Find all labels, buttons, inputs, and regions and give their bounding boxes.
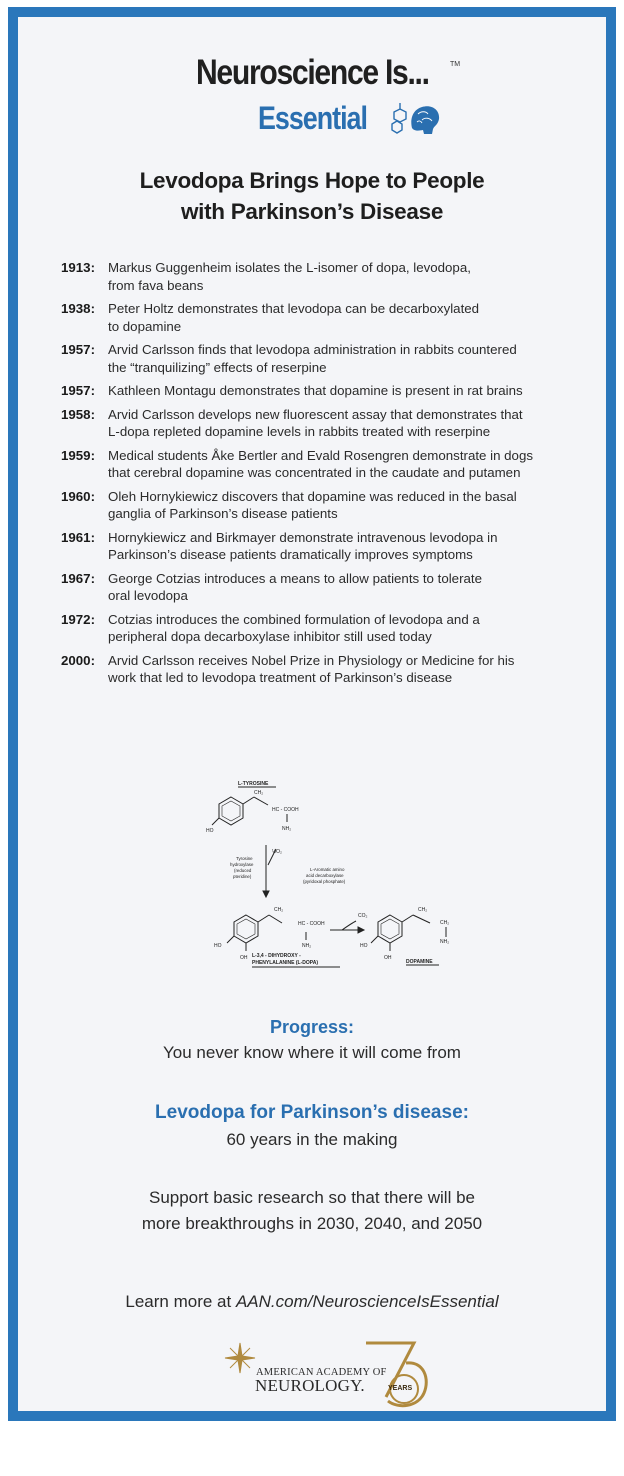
timeline-text: [108, 406, 523, 441]
support-line-1: Support basic research so that there will be: [148, 1188, 475, 1207]
support-message: [18, 1185, 606, 1237]
timeline-year: 1960:: [61, 488, 96, 504]
timeline-text-line: Arvid Carlsson develops new fluorescent assay that demonstrates that: [108, 406, 523, 422]
hydroxylase-label: (reduced: [234, 868, 252, 873]
half-o2-label: ½O₂: [272, 849, 282, 855]
brain-molecule-icon: [386, 98, 446, 138]
timeline-text: [108, 341, 517, 376]
timeline-text: [108, 382, 523, 400]
years-label: YEARS: [388, 1385, 413, 1392]
timeline-text-line: oral levodopa: [108, 588, 188, 603]
timeline-year: 2000:: [61, 652, 96, 668]
nh2-label: NH₂: [282, 826, 292, 832]
timeline-text: [108, 447, 533, 482]
decarboxylase-label: acid decarboxylase: [306, 873, 344, 878]
timeline-text-line: George Cotzias introduces a means to allow patients to tolerate: [108, 570, 482, 586]
timeline-text-line: the “tranquilizing” effects of reserpine: [108, 359, 327, 375]
ldopa-label: L-3,4 - DIHYDROXY -: [252, 953, 301, 959]
timeline-item: [61, 611, 581, 646]
nh2-label: NH₂: [302, 943, 312, 949]
aan-name-line-1: AMERICAN ACADEMY OF: [256, 1367, 387, 1378]
timeline-item: [61, 447, 581, 482]
hydroxylase-label: Tyrosine: [236, 856, 253, 861]
timeline-text-line: Oleh Hornykiewicz discovers that dopamine was reduced in the basal: [108, 488, 517, 504]
timeline-item: [61, 300, 581, 335]
timeline-text-line: that cerebral dopamine was concentrated in the caudate and putamen: [108, 465, 521, 480]
headline-line-1: Levodopa Brings Hope to People: [139, 168, 485, 193]
ho-label: HO: [214, 943, 222, 949]
timeline-item: [61, 570, 581, 605]
hydroxylase-label: pteridine): [233, 874, 252, 879]
hc-cooh-label: HC - COOH: [272, 807, 299, 813]
headline-line-2: with Parkinson’s Disease: [180, 199, 444, 224]
timeline-text-line: Markus Guggenheim isolates the L-isomer of dopa, levodopa,: [108, 260, 471, 275]
co2-label: CO₂: [358, 913, 368, 919]
levodopa-pathway-diagram: [206, 775, 466, 975]
learn-more: [18, 1292, 606, 1312]
aan-name-line-2: NEUROLOGY.: [255, 1376, 365, 1395]
trademark-mark: TM: [450, 61, 461, 68]
timeline-text-line: ganglia of Parkinson’s disease patients: [108, 506, 338, 521]
poster-frame: [8, 7, 616, 1421]
progress-subtitle: You never know where it will come from: [163, 1043, 461, 1062]
timeline-text: [108, 611, 480, 646]
timeline-item: [61, 488, 581, 523]
ho-label: HO: [206, 828, 214, 834]
oh-label: OH: [240, 955, 248, 961]
ch2-label: CH₂: [254, 790, 264, 796]
support-line-2: more breakthroughs in 2030, 2040, and 2050: [141, 1214, 483, 1233]
dopamine-label: DOPAMINE: [406, 959, 433, 965]
timeline-text: [108, 529, 498, 564]
timeline-text-line: L-dopa repleted dopamine levels in rabbits treated with reserpine: [108, 424, 491, 439]
nh2-label: NH₂: [440, 939, 450, 945]
timeline-text-line: work that led to levodopa treatment of Parkinson’s disease: [108, 670, 453, 685]
timeline-item: [61, 341, 581, 376]
timeline-text-line: Parkinson’s disease patients dramatically improves symptoms: [108, 547, 473, 562]
poster-headline: [18, 165, 606, 227]
timeline-text-line: to dopamine: [108, 318, 182, 334]
aan-75-logo: [218, 1339, 438, 1423]
timeline-item: [61, 406, 581, 441]
timeline-year: 1913:: [61, 260, 96, 275]
timeline-item: [61, 259, 581, 294]
timeline-text-line: peripheral dopa decarboxylase inhibitor still used today: [108, 629, 432, 644]
hc-cooh-label: HC - COOH: [298, 921, 325, 927]
timeline-year: 1957:: [61, 383, 96, 398]
ho-label: HO: [360, 943, 368, 949]
hydroxylase-label: hydroxylase: [230, 862, 254, 867]
timeline-year: 1967:: [61, 570, 96, 586]
timeline-text-line: Arvid Carlsson finds that levodopa administration in rabbits countered: [108, 342, 517, 357]
timeline-year: 1959:: [61, 447, 96, 463]
timeline-text: [108, 652, 514, 687]
learn-more-link[interactable]: AAN.com/NeuroscienceIsEssential: [235, 1292, 499, 1311]
timeline-list: [61, 259, 581, 693]
logo-subtitle-row: [258, 100, 388, 137]
oh-label: OH: [384, 955, 392, 961]
timeline-item: [61, 652, 581, 687]
decarboxylase-label: (pyridoxal phosphate): [303, 879, 346, 884]
timeline-text: [108, 300, 479, 335]
timeline-text-line: Peter Holtz demonstrates that levodopa can be decarboxylated: [108, 301, 480, 316]
ldopa-label: PHENYLALANINE (L-DOPA): [252, 960, 319, 966]
progress-title: Progress:: [269, 1017, 355, 1037]
timeline-item: [61, 529, 581, 564]
timeline-item: [61, 382, 581, 400]
ch2-label: CH₂: [440, 920, 450, 926]
timeline-text-line: from fava beans: [108, 277, 204, 293]
timeline-text-line: Medical students Åke Bertler and Evald Rosengren demonstrate in dogs: [108, 447, 534, 463]
timeline-text: [108, 570, 482, 605]
logo-essential: Essential: [258, 100, 367, 136]
decarboxylase-label: L-Aromatic amino: [310, 867, 345, 872]
timeline-text-line: Arvid Carlsson receives Nobel Prize in Physiology or Medicine for his: [108, 652, 515, 668]
neuroscience-logo: [18, 53, 606, 136]
tyrosine-label: L-TYROSINE: [238, 781, 269, 787]
timeline-text-line: Cotzias introduces the combined formulation of levodopa and a: [108, 611, 480, 627]
timeline-year: 1961:: [61, 529, 96, 545]
ch2-label: CH₂: [418, 907, 428, 913]
levodopa-subtitle: 60 years in the making: [226, 1130, 398, 1149]
timeline-text-line: Hornykiewicz and Birkmayer demonstrate intravenous levodopa in: [108, 529, 498, 545]
levodopa-title: Levodopa for Parkinson’s disease:: [155, 1102, 469, 1123]
timeline-year: 1972:: [61, 611, 96, 627]
timeline-text: [108, 259, 471, 294]
timeline-text-line: Kathleen Montagu demonstrates that dopamine is present in rat brains: [108, 383, 523, 398]
timeline-year: 1957:: [61, 342, 96, 357]
timeline-text: [108, 488, 517, 523]
learn-more-prefix: Learn more at: [125, 1292, 236, 1311]
timeline-year: 1938:: [61, 301, 96, 316]
timeline-year: 1958:: [61, 406, 96, 422]
ch2-label: CH₂: [274, 907, 284, 913]
logo-title: Neuroscience Is...: [195, 53, 429, 92]
